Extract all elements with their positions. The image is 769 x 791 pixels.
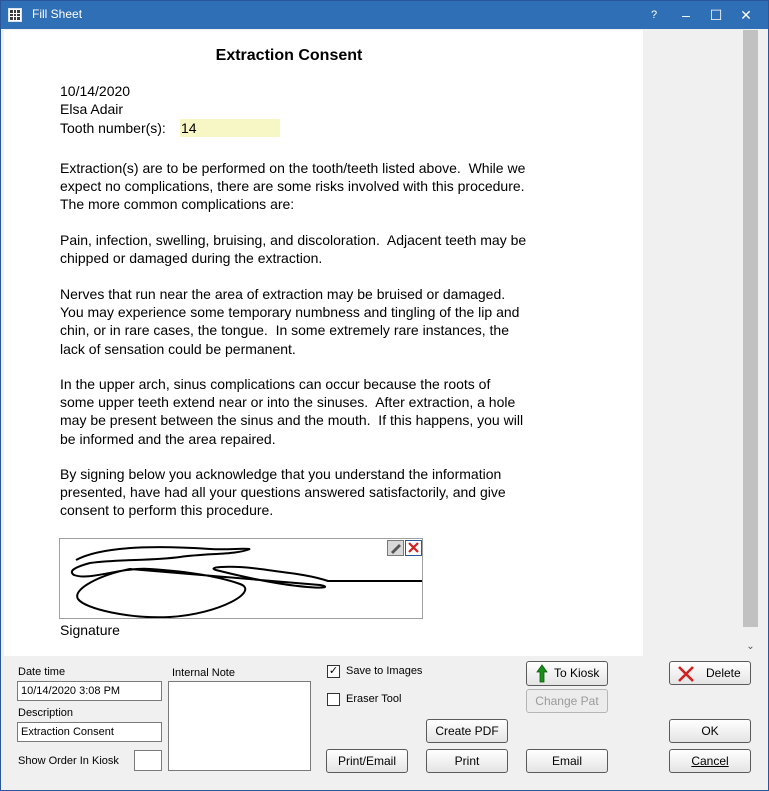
description-label: Description xyxy=(18,707,74,719)
tooth-number-field[interactable]: 14 xyxy=(180,119,280,137)
print-email-button[interactable]: Print/Email xyxy=(326,749,408,773)
create-pdf-button[interactable]: Create PDF xyxy=(426,719,508,743)
change-pat-button[interactable]: Change Pat xyxy=(526,689,608,713)
maximize-button[interactable]: ☐ xyxy=(709,7,723,23)
help-button[interactable]: ? xyxy=(650,9,658,21)
email-button[interactable]: Email xyxy=(526,749,608,773)
close-button[interactable]: ✕ xyxy=(740,7,752,23)
tooth-number-label: Tooth number(s): xyxy=(60,120,166,136)
description-input[interactable]: Extraction Consent xyxy=(17,722,162,742)
scroll-down-icon[interactable]: ⌄ xyxy=(746,641,755,652)
up-arrow-icon xyxy=(536,664,548,684)
consent-paragraph-3: Nerves that run near the area of extraction may be bruised or damaged. You may experience some temporary numbness and tingling of the lip and chin, or in rare cases, the tongue. In some extremely rare instances, the lack of sensation could be permanent. xyxy=(60,286,520,357)
clear-signature-icon[interactable] xyxy=(405,540,422,556)
minimize-button[interactable]: – xyxy=(682,7,690,23)
delete-label: Delete xyxy=(706,666,741,680)
delete-x-icon xyxy=(676,664,696,684)
title-bar xyxy=(1,1,768,29)
to-kiosk-button[interactable] xyxy=(526,661,608,686)
signature-label: Signature xyxy=(60,622,120,638)
internal-note-textarea[interactable] xyxy=(168,681,311,771)
eraser-tool-checkbox[interactable] xyxy=(327,693,340,706)
patient-name: Elsa Adair xyxy=(60,101,124,117)
consent-paragraph-1: Extraction(s) are to be performed on the tooth/teeth listed above. While we expect no complications, there are some risks involved with this procedure. The more common complications are: xyxy=(60,160,526,213)
internal-note-label: Internal Note xyxy=(172,667,235,679)
ok-button[interactable]: OK xyxy=(669,719,751,743)
eraser-tool-label: Eraser Tool xyxy=(346,693,402,705)
consent-paragraph-4: In the upper arch, sinus complications can occur because the roots of some upper teeth extend near or into the sinuses. After extraction, a hole may be present between the sinus and the mouth. If this happens, you will be informed and the area repaired. xyxy=(60,376,524,447)
show-order-label: Show Order In Kiosk xyxy=(18,755,119,767)
signature-box[interactable] xyxy=(59,538,423,619)
save-to-images-checkbox[interactable]: ✓ xyxy=(328,665,339,677)
print-button[interactable]: Print xyxy=(426,749,508,773)
consent-paragraph-5: By signing below you acknowledge that you understand the information presented, have had all your questions answered satisfactorily, and give consent to perform this procedure. xyxy=(60,466,506,519)
app-grid-icon xyxy=(8,8,22,22)
document-title: Extraction Consent xyxy=(215,47,363,64)
consent-paragraph-2: Pain, infection, swelling, bruising, and discoloration. Adjacent teeth may be chipped or damaged during the extraction. xyxy=(60,232,527,267)
sheet-canvas xyxy=(4,30,643,656)
vertical-scrollbar[interactable] xyxy=(742,30,759,656)
date-time-input[interactable]: 10/14/2020 3:08 PM xyxy=(17,681,162,701)
save-to-images-label: Save to Images xyxy=(346,665,423,677)
to-kiosk-label: To Kiosk xyxy=(554,666,600,680)
sheet-date: 10/14/2020 xyxy=(60,83,131,99)
delete-button[interactable] xyxy=(669,661,751,685)
pencil-icon[interactable] xyxy=(387,540,404,556)
date-time-label: Date time xyxy=(18,666,66,678)
window-title: Fill Sheet xyxy=(32,7,83,21)
signature-drawing xyxy=(60,539,422,618)
scrollbar-thumb[interactable] xyxy=(743,30,758,627)
cancel-button[interactable]: Cancel xyxy=(669,749,751,773)
show-order-input[interactable] xyxy=(134,750,162,771)
